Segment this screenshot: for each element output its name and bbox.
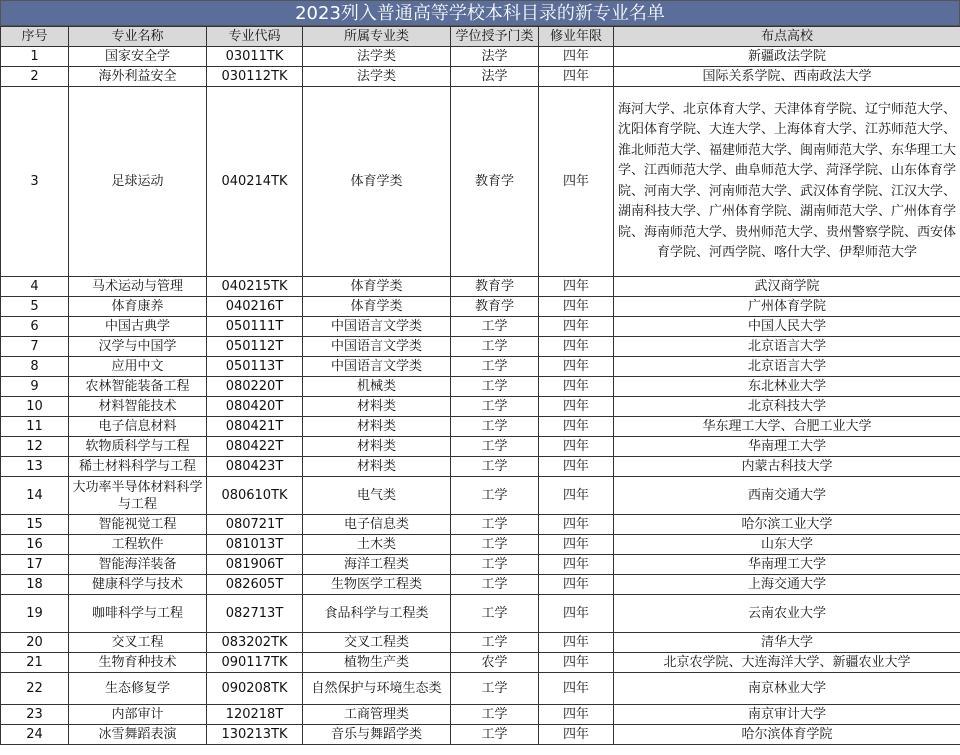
study-years: 四年 xyxy=(539,397,614,417)
major-category: 交叉工程类 xyxy=(303,633,451,653)
degree-type: 工学 xyxy=(451,457,539,477)
header-no: 序号 xyxy=(1,27,69,47)
degree-type: 工学 xyxy=(451,575,539,595)
table-row xyxy=(1,337,960,357)
table-row xyxy=(1,67,960,87)
degree-type: 工学 xyxy=(451,397,539,417)
degree-type: 工学 xyxy=(451,437,539,457)
schools: 哈尔滨工业大学 xyxy=(614,515,960,535)
major-name: 冰雪舞蹈表演 xyxy=(69,725,207,745)
major-code: 081013T xyxy=(207,535,303,555)
study-years: 四年 xyxy=(539,477,614,515)
row-no: 22 xyxy=(1,673,69,705)
major-category: 海洋工程类 xyxy=(303,555,451,575)
major-name: 生物育种技术 xyxy=(69,653,207,673)
schools: 云南农业大学 xyxy=(614,595,960,633)
major-code: 030112TK xyxy=(207,67,303,87)
study-years: 四年 xyxy=(539,653,614,673)
row-no: 9 xyxy=(1,377,69,397)
schools: 上海交通大学 xyxy=(614,575,960,595)
major-code: 050111T xyxy=(207,317,303,337)
major-category: 法学类 xyxy=(303,67,451,87)
degree-type: 教育学 xyxy=(451,297,539,317)
row-no: 10 xyxy=(1,397,69,417)
table-row xyxy=(1,277,960,297)
header-years: 修业年限 xyxy=(539,27,614,47)
major-category: 机械类 xyxy=(303,377,451,397)
table-row xyxy=(1,705,960,725)
major-name: 工程软件 xyxy=(69,535,207,555)
row-no: 20 xyxy=(1,633,69,653)
major-name: 国家安全学 xyxy=(69,47,207,67)
major-code: 03011TK xyxy=(207,47,303,67)
major-name: 软物质科学与工程 xyxy=(69,437,207,457)
study-years: 四年 xyxy=(539,87,614,277)
header-schools: 布点高校 xyxy=(614,27,960,47)
schools: 西南交通大学 xyxy=(614,477,960,515)
major-name: 材料智能技术 xyxy=(69,397,207,417)
schools: 北京语言大学 xyxy=(614,357,960,377)
degree-type: 工学 xyxy=(451,535,539,555)
major-category: 体育学类 xyxy=(303,87,451,277)
major-name: 健康科学与技术 xyxy=(69,575,207,595)
major-code: 050112T xyxy=(207,337,303,357)
row-no: 5 xyxy=(1,297,69,317)
row-no: 6 xyxy=(1,317,69,337)
major-category: 音乐与舞蹈学类 xyxy=(303,725,451,745)
row-no: 13 xyxy=(1,457,69,477)
row-no: 1 xyxy=(1,47,69,67)
major-code: 090117TK xyxy=(207,653,303,673)
row-no: 17 xyxy=(1,555,69,575)
major-code: 080610TK xyxy=(207,477,303,515)
major-name: 智能视觉工程 xyxy=(69,515,207,535)
table-row xyxy=(1,377,960,397)
table-row xyxy=(1,595,960,633)
degree-type: 工学 xyxy=(451,357,539,377)
major-name: 应用中文 xyxy=(69,357,207,377)
study-years: 四年 xyxy=(539,67,614,87)
table-header-row xyxy=(1,27,960,47)
major-name: 农林智能装备工程 xyxy=(69,377,207,397)
major-name: 智能海洋装备 xyxy=(69,555,207,575)
schools: 新疆政法学院 xyxy=(614,47,960,67)
degree-type: 工学 xyxy=(451,337,539,357)
major-category: 电子信息类 xyxy=(303,515,451,535)
row-no: 8 xyxy=(1,357,69,377)
major-category: 材料类 xyxy=(303,437,451,457)
table-row xyxy=(1,477,960,515)
degree-type: 工学 xyxy=(451,673,539,705)
schools: 南京林业大学 xyxy=(614,673,960,705)
study-years: 四年 xyxy=(539,337,614,357)
table-row xyxy=(1,673,960,705)
schools: 哈尔滨体育学院 xyxy=(614,725,960,745)
degree-type: 工学 xyxy=(451,515,539,535)
row-no: 3 xyxy=(1,87,69,277)
table-row xyxy=(1,47,960,67)
schools: 内蒙古科技大学 xyxy=(614,457,960,477)
schools: 东北林业大学 xyxy=(614,377,960,397)
major-code: 130213TK xyxy=(207,725,303,745)
schools: 华东理工大学、合肥工业大学 xyxy=(614,417,960,437)
major-code: 082605T xyxy=(207,575,303,595)
degree-type: 农学 xyxy=(451,653,539,673)
major-code: 083202TK xyxy=(207,633,303,653)
schools: 海河大学、北京体育大学、天津体育学院、辽宁师范大学、沈阳体育学院、大连大学、上海体育大学、江苏师范大学、淮北师范大学、福建师范大学、闽南师范大学、东华理工大学、江西师范大学、曲阜师范大学、菏泽学院、山东体育学院、河南大学、河南师范大学、武汉体育学院、江汉大学、湖南科技大学、广州体育学院、湖南师范大学、广州体育学院、海南师范大学、贵州师范大学、贵州警察学院、西安体育学院、河西学院、喀什大学、伊犁师范大学 xyxy=(614,87,960,277)
degree-type: 工学 xyxy=(451,595,539,633)
study-years: 四年 xyxy=(539,555,614,575)
study-years: 四年 xyxy=(539,457,614,477)
degree-type: 工学 xyxy=(451,555,539,575)
major-category: 食品科学与工程类 xyxy=(303,595,451,633)
study-years: 四年 xyxy=(539,515,614,535)
study-years: 四年 xyxy=(539,705,614,725)
row-no: 2 xyxy=(1,67,69,87)
major-category: 体育学类 xyxy=(303,297,451,317)
degree-type: 教育学 xyxy=(451,87,539,277)
degree-type: 工学 xyxy=(451,477,539,515)
table-row xyxy=(1,437,960,457)
table-row xyxy=(1,555,960,575)
header-degree: 学位授予门类 xyxy=(451,27,539,47)
row-no: 23 xyxy=(1,705,69,725)
major-name: 内部审计 xyxy=(69,705,207,725)
major-code: 040216T xyxy=(207,297,303,317)
majors-table xyxy=(0,26,960,745)
major-category: 材料类 xyxy=(303,417,451,437)
row-no: 4 xyxy=(1,277,69,297)
row-no: 18 xyxy=(1,575,69,595)
study-years: 四年 xyxy=(539,317,614,337)
major-name: 交叉工程 xyxy=(69,633,207,653)
major-name: 中国古典学 xyxy=(69,317,207,337)
table-row xyxy=(1,515,960,535)
major-name: 体育康养 xyxy=(69,297,207,317)
major-code: 080421T xyxy=(207,417,303,437)
row-no: 16 xyxy=(1,535,69,555)
row-no: 14 xyxy=(1,477,69,515)
major-code: 080220T xyxy=(207,377,303,397)
degree-type: 工学 xyxy=(451,317,539,337)
table-row xyxy=(1,535,960,555)
major-name: 咖啡科学与工程 xyxy=(69,595,207,633)
table-row xyxy=(1,633,960,653)
major-name: 马术运动与管理 xyxy=(69,277,207,297)
major-code: 080422T xyxy=(207,437,303,457)
major-category: 法学类 xyxy=(303,47,451,67)
major-category: 电气类 xyxy=(303,477,451,515)
major-name: 海外利益安全 xyxy=(69,67,207,87)
table-row xyxy=(1,457,960,477)
major-code: 040215TK xyxy=(207,277,303,297)
major-code: 081906T xyxy=(207,555,303,575)
major-category: 体育学类 xyxy=(303,277,451,297)
degree-type: 法学 xyxy=(451,47,539,67)
major-name: 大功率半导体材料科学与工程 xyxy=(69,477,207,515)
major-name: 汉学与中国学 xyxy=(69,337,207,357)
table-row xyxy=(1,397,960,417)
major-category: 中国语言文学类 xyxy=(303,317,451,337)
study-years: 四年 xyxy=(539,575,614,595)
schools: 武汉商学院 xyxy=(614,277,960,297)
study-years: 四年 xyxy=(539,725,614,745)
major-category: 材料类 xyxy=(303,397,451,417)
major-name: 电子信息材料 xyxy=(69,417,207,437)
major-category: 土木类 xyxy=(303,535,451,555)
schools: 北京科技大学 xyxy=(614,397,960,417)
table-row xyxy=(1,417,960,437)
major-category: 生物医学工程类 xyxy=(303,575,451,595)
schools: 南京审计大学 xyxy=(614,705,960,725)
row-no: 19 xyxy=(1,595,69,633)
study-years: 四年 xyxy=(539,437,614,457)
major-code: 080420T xyxy=(207,397,303,417)
table-row xyxy=(1,297,960,317)
major-code: 080423T xyxy=(207,457,303,477)
major-category: 材料类 xyxy=(303,457,451,477)
major-category: 植物生产类 xyxy=(303,653,451,673)
schools: 北京农学院、大连海洋大学、新疆农业大学 xyxy=(614,653,960,673)
table-row xyxy=(1,725,960,745)
degree-type: 工学 xyxy=(451,633,539,653)
degree-type: 工学 xyxy=(451,705,539,725)
major-code: 040214TK xyxy=(207,87,303,277)
degree-type: 工学 xyxy=(451,417,539,437)
major-name: 足球运动 xyxy=(69,87,207,277)
major-name: 稀土材料科学与工程 xyxy=(69,457,207,477)
table-row xyxy=(1,357,960,377)
degree-type: 工学 xyxy=(451,725,539,745)
major-category: 中国语言文学类 xyxy=(303,337,451,357)
study-years: 四年 xyxy=(539,277,614,297)
table-row xyxy=(1,87,960,277)
study-years: 四年 xyxy=(539,377,614,397)
study-years: 四年 xyxy=(539,673,614,705)
table-row xyxy=(1,575,960,595)
schools: 山东大学 xyxy=(614,535,960,555)
major-code: 080721T xyxy=(207,515,303,535)
row-no: 11 xyxy=(1,417,69,437)
degree-type: 教育学 xyxy=(451,277,539,297)
degree-type: 工学 xyxy=(451,377,539,397)
schools: 国际关系学院、西南政法大学 xyxy=(614,67,960,87)
row-no: 12 xyxy=(1,437,69,457)
table-row xyxy=(1,317,960,337)
study-years: 四年 xyxy=(539,297,614,317)
study-years: 四年 xyxy=(539,357,614,377)
schools: 北京语言大学 xyxy=(614,337,960,357)
schools: 华南理工大学 xyxy=(614,437,960,457)
schools: 广州体育学院 xyxy=(614,297,960,317)
major-category: 自然保护与环境生态类 xyxy=(303,673,451,705)
schools: 中国人民大学 xyxy=(614,317,960,337)
study-years: 四年 xyxy=(539,417,614,437)
major-category: 中国语言文学类 xyxy=(303,357,451,377)
header-category: 所属专业类 xyxy=(303,27,451,47)
degree-type: 法学 xyxy=(451,67,539,87)
major-code: 050113T xyxy=(207,357,303,377)
study-years: 四年 xyxy=(539,47,614,67)
study-years: 四年 xyxy=(539,595,614,633)
major-code: 082713T xyxy=(207,595,303,633)
schools: 华南理工大学 xyxy=(614,555,960,575)
page-title: 2023列入普通高等学校本科目录的新专业名单 xyxy=(0,0,960,26)
study-years: 四年 xyxy=(539,633,614,653)
row-no: 7 xyxy=(1,337,69,357)
row-no: 21 xyxy=(1,653,69,673)
schools: 清华大学 xyxy=(614,633,960,653)
row-no: 15 xyxy=(1,515,69,535)
header-name: 专业名称 xyxy=(69,27,207,47)
table-row xyxy=(1,653,960,673)
major-code: 120218T xyxy=(207,705,303,725)
header-code: 专业代码 xyxy=(207,27,303,47)
row-no: 24 xyxy=(1,725,69,745)
major-name: 生态修复学 xyxy=(69,673,207,705)
major-code: 090208TK xyxy=(207,673,303,705)
study-years: 四年 xyxy=(539,535,614,555)
major-category: 工商管理类 xyxy=(303,705,451,725)
